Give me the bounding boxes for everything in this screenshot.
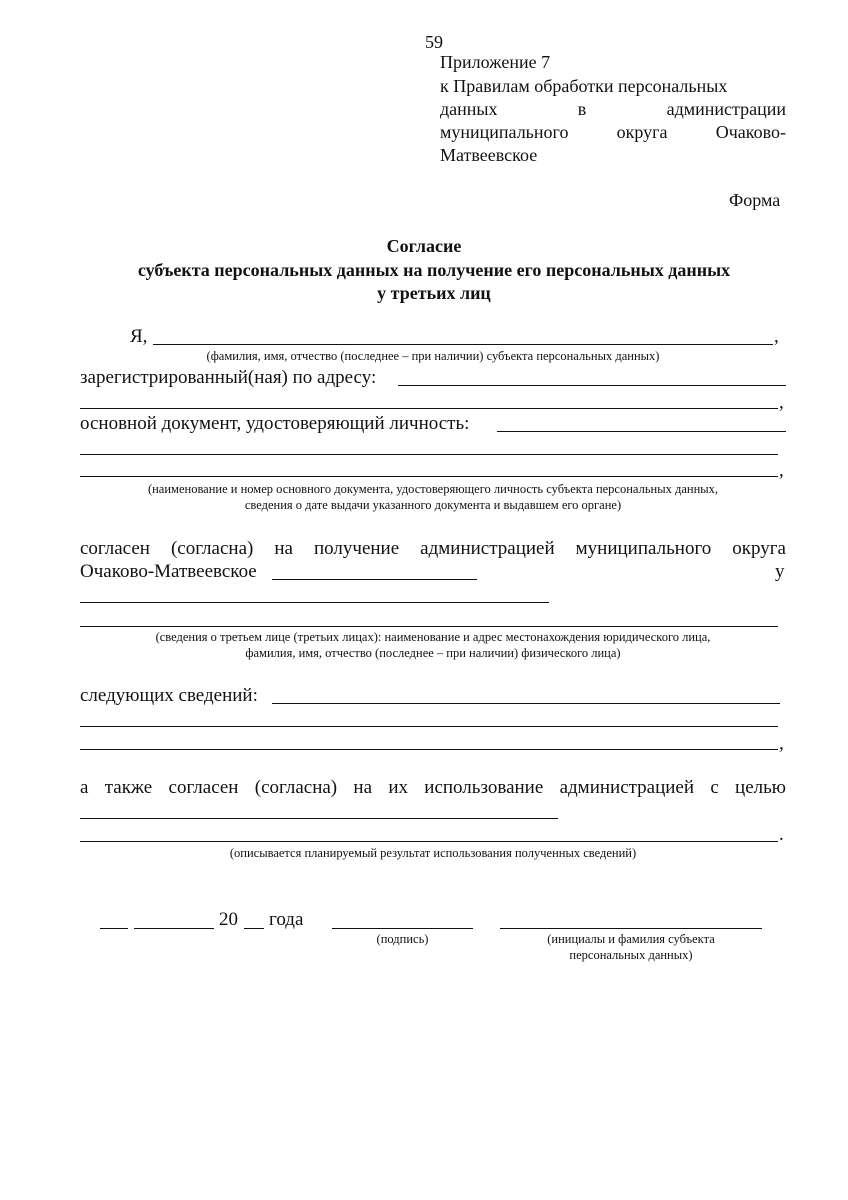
document-input-line-2[interactable] [80, 454, 778, 455]
fio-comma: , [774, 326, 779, 347]
consent-line-2-end: у [775, 561, 785, 582]
purpose-line-1-wrap [80, 777, 786, 799]
signature-caption: (подпись) [376, 932, 429, 946]
address-comma: , [779, 392, 784, 413]
purpose-line-1: а также согласен (согласна) на их использование администрацией с целью [80, 777, 786, 798]
document-label: основной документ, удостоверяющий личность: [80, 413, 470, 434]
info-input-line-2[interactable] [80, 726, 778, 727]
form-label: Форма [729, 190, 781, 210]
appendix-line-2: к Правилам обработки персональных [440, 76, 728, 96]
document-input-line-3[interactable] [80, 476, 778, 477]
title-line-2: субъекта персональных данных на получение его персональных данных [137, 260, 731, 280]
date-month-line[interactable] [134, 928, 214, 929]
appendix-line-4-wrap [440, 122, 786, 143]
consent-line-1: согласен (согласна) на получение администрацией муниципального округа [80, 538, 786, 559]
address-input-line-2[interactable] [80, 408, 778, 409]
appendix-line-3-wrap [440, 99, 786, 120]
consent-line-1-wrap [80, 538, 786, 560]
signature-line[interactable] [332, 928, 473, 929]
date-twenty: 20 [219, 909, 238, 930]
document-caption-1: (наименование и номер основного документа, удостоверяющего личность субъекта персональных данных, [147, 482, 719, 496]
document-input-line-1[interactable] [497, 431, 786, 432]
third-party-input-line-1[interactable] [80, 602, 549, 603]
name-caption-2: персональных данных) [569, 948, 693, 962]
organization-input-line[interactable] [272, 579, 477, 580]
appendix-line-4: муниципального округа Очаково- [440, 122, 786, 142]
address-input-line-1[interactable] [398, 385, 786, 386]
following-label: следующих сведений: [80, 685, 258, 706]
appendix-line-3: данных в администрации [440, 99, 786, 119]
info-input-line-1[interactable] [272, 703, 780, 704]
date-day-line[interactable] [100, 928, 128, 929]
info-comma: , [779, 733, 784, 754]
fio-caption: (фамилия, имя, отчество (последнее – при наличии) субъекта персональных данных) [206, 349, 660, 363]
name-caption-1: (инициалы и фамилия субъекта [547, 932, 715, 946]
third-party-input-line-2[interactable] [80, 626, 778, 627]
name-line[interactable] [500, 928, 762, 929]
date-year-line[interactable] [244, 928, 264, 929]
info-input-line-3[interactable] [80, 749, 778, 750]
purpose-caption: (описывается планируемый результат использования полученных сведений) [229, 846, 637, 860]
title-line-3: у третьих лиц [377, 283, 491, 303]
registered-label: зарегистрированный(ная) по адресу: [80, 367, 377, 388]
appendix-line-1: Приложение 7 [440, 52, 551, 72]
purpose-input-line-1[interactable] [80, 818, 558, 819]
i-prefix: Я, [130, 326, 148, 347]
page-number: 59 [425, 32, 443, 52]
document-comma: , [779, 460, 784, 481]
purpose-input-line-2[interactable] [80, 841, 778, 842]
title-line-1: Согласие [386, 236, 462, 256]
consent-line-2-start: Очаково-Матвеевское [80, 561, 257, 582]
appendix-line-5: Матвеевское [440, 145, 538, 165]
third-party-caption-1: (сведения о третьем лице (третьих лицах): наименование и адрес местонахождения юридического лица, [155, 630, 711, 644]
document-caption-2: сведения о дате выдачи указанного документа и выдавшем его органе) [244, 498, 622, 512]
purpose-period: . [779, 824, 784, 845]
date-year-word: года [269, 909, 304, 930]
third-party-caption-2: фамилия, имя, отчество (последнее – при наличии) физического лица) [245, 646, 621, 660]
fio-input-line[interactable] [153, 344, 773, 345]
